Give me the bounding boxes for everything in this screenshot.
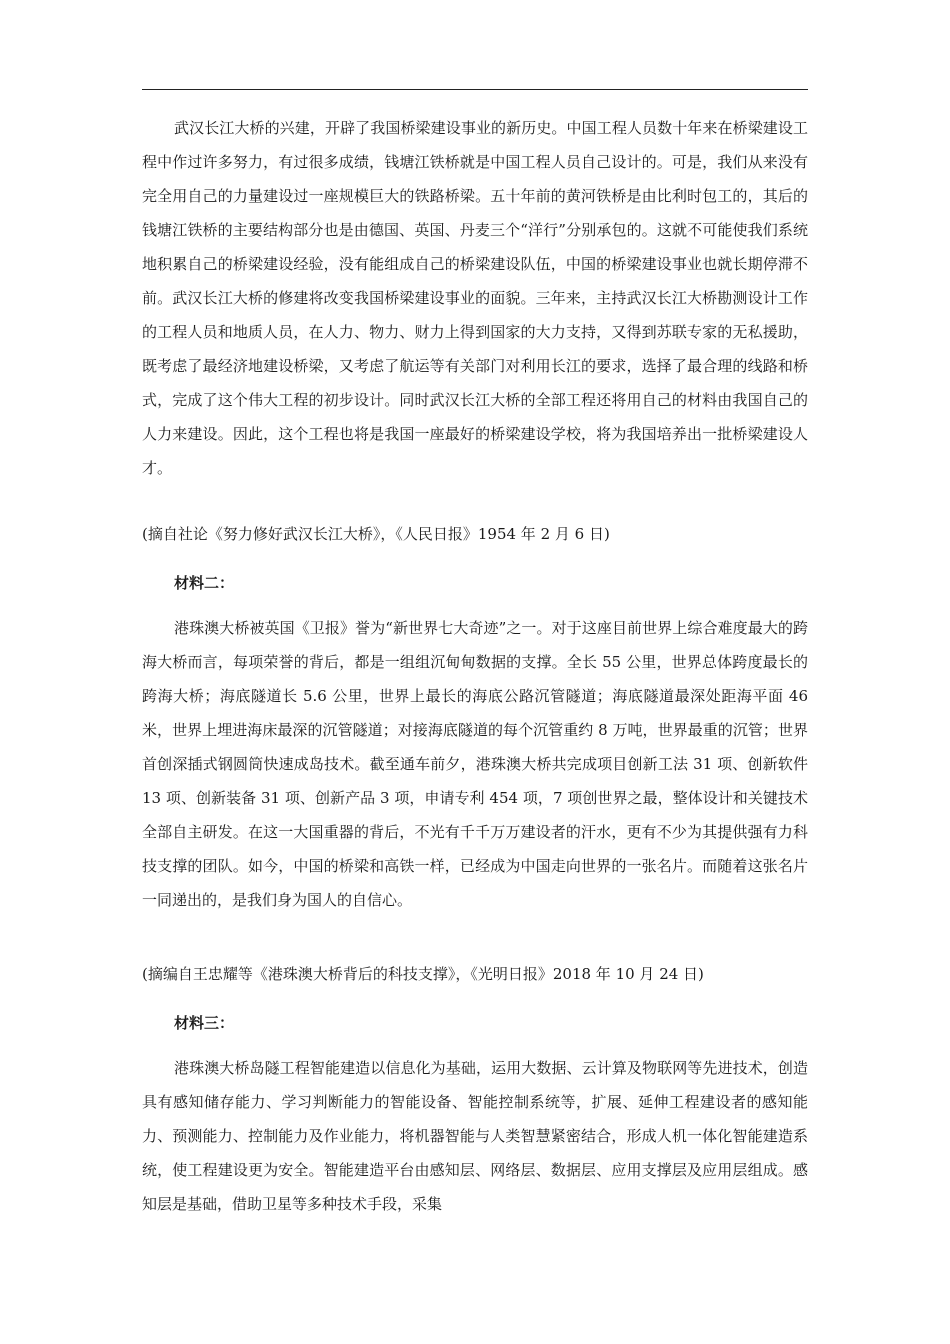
header-rule	[142, 89, 808, 90]
material-two-paragraph: 港珠澳大桥被英国《卫报》誉为“新世界七大奇迹”之一。对于这座目前世界上综合难度最大的跨海大桥而言，每项荣誉的背后，都是一组组沉甸甸数据的支撑。全长 55 公里，世界总体跨度最长的跨海大桥；海底隧道长 5.6 公里，世界上最长的海底公路沉管隧道；海底隧道最深处距海平面 46 米，世界上埋进海床最深的沉管隧道；对接海底隧道的每个沉管重约 8 万吨，世界最重的沉管；世界首创深插式钢圆筒快速成岛技术。截至通车前夕，港珠澳大桥共完成项目创新工法 31 项、创新软件 13 项、创新装备 31 项、创新产品 3 项，申请专利 454 项，7 项创世界之最，整体设计和关键技术全部自主研发。在这一大国重器的背后，不光有千千万万建设者的汗水，更有不少为其提供强有力科技支撑的团队。如今，中国的桥梁和高铁一样，已经成为中国走向世界的一张名片。而随着这张名片一同递出的，是我们身为国人的自信心。	[142, 619, 808, 909]
material-two-heading: 材料二：	[174, 574, 235, 592]
material-one-source: (摘自社论《努力修好武汉长江大桥》，《人民日报》1954 年 2 月 6 日)	[142, 525, 610, 543]
material-two-source: (摘编自王忠耀等《港珠澳大桥背后的科技支撑》，《光明日报》2018 年 10 月 24 日)	[142, 965, 704, 983]
material-one-paragraph: 武汉长江大桥的兴建，开辟了我国桥梁建设事业的新历史。中国工程人员数十年来在桥梁建设工程中作过许多努力，有过很多成绩，钱塘江铁桥就是中国工程人员自己设计的。可是，我们从来没有完全用自己的力量建设过一座规模巨大的铁路桥梁。五十年前的黄河铁桥是由比利时包工的，其后的钱塘江铁桥的主要结构部分也是由德国、英国、丹麦三个“洋行”分别承包的。这就不可能使我们系统地积累自己的桥梁建设经验，没有能组成自己的桥梁建设队伍，中国的桥梁建设事业也就长期停滞不前。武汉长江大桥的修建将改变我国桥梁建设事业的面貌。三年来，主持武汉长江大桥勘测设计工作的工程人员和地质人员，在人力、物力、财力上得到国家的大力支持，又得到苏联专家的无私援助，既考虑了最经济地建设桥梁，又考虑了航运等有关部门对利用长江的要求，选择了最合理的线路和桥式，完成了这个伟大工程的初步设计。同时武汉长江大桥的全部工程还将用自己的材料由我国自己的人力来建设。因此，这个工程也将是我国一座最好的桥梁建设学校，将为我国培养出一批桥梁建设人才。	[142, 119, 808, 477]
material-three-paragraph: 港珠澳大桥岛隧工程智能建造以信息化为基础，运用大数据、云计算及物联网等先进技术，创造具有感知储存能力、学习判断能力的智能设备、智能控制系统等，扩展、延伸工程建设者的感知能力、预测能力、控制能力及作业能力，将机器智能与人类智慧紧密结合，形成人机一体化智能建造系统，使工程建设更为安全。智能建造平台由感知层、网络层、数据层、应用支撑层及应用层组成。感知层是基础，借助卫星等多种技术手段，采集	[142, 1059, 808, 1213]
material-three-heading: 材料三：	[174, 1014, 235, 1032]
